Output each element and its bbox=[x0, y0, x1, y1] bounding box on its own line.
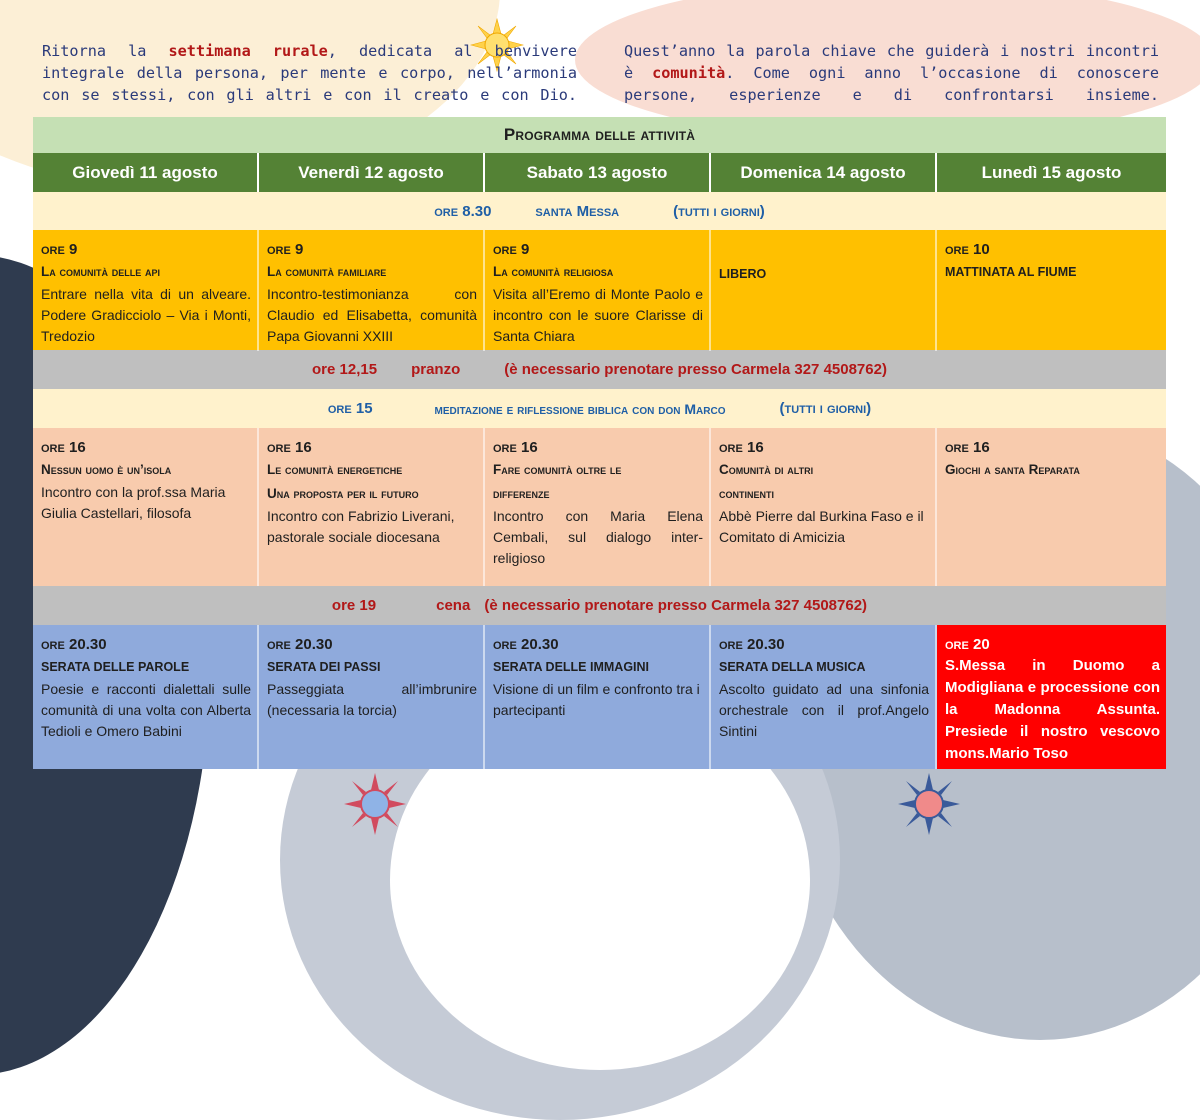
activity-cell bbox=[711, 230, 937, 351]
activity-cell bbox=[485, 428, 711, 586]
activity-time: ore 20.30 bbox=[267, 636, 333, 653]
activity-cell bbox=[33, 230, 259, 351]
sun-icon-blue bbox=[343, 772, 407, 836]
intro-right-after: . Come ogni anno l’occasione di conoscere persone, esperienze e di confrontarsi insieme. bbox=[624, 64, 1160, 104]
dinner-time: ore 19 bbox=[331, 597, 377, 614]
sun-icon-red bbox=[897, 772, 961, 836]
activity-desc: Passeggiata all’imbrunire (necessaria la torcia) bbox=[267, 681, 477, 718]
day-header: Giovedì 11 agosto bbox=[33, 153, 259, 192]
lunch-note: (è necessario prenotare presso Carmela 327 4508762) bbox=[504, 361, 887, 378]
activity-desc: Poesie e racconti dialettali sulle comunità di una volta con Alberta Tedioli e Omero Babini bbox=[41, 681, 251, 739]
activity-time: ore 16 bbox=[945, 439, 990, 456]
intro-left-paragraph bbox=[42, 40, 577, 106]
activity-cell bbox=[485, 625, 711, 769]
activity-title: Giochi a santa Reparata bbox=[945, 462, 1080, 477]
bible-note: (tutti i giorni) bbox=[779, 400, 872, 417]
intro-left-before: Ritorna la bbox=[42, 42, 169, 60]
activity-subtitle: Una proposta per il futuro bbox=[267, 486, 419, 501]
morning-row bbox=[33, 230, 1166, 350]
activity-cell bbox=[485, 230, 711, 351]
afternoon-row bbox=[33, 428, 1166, 586]
activity-time: ore 9 bbox=[41, 241, 78, 258]
activity-desc: Incontro con Maria Elena Cembali, sul dialogo inter-religioso bbox=[493, 508, 703, 566]
dinner-label: cena bbox=[436, 597, 471, 614]
activity-time: ore 16 bbox=[267, 439, 312, 456]
activity-desc: Entrare nella vita di un alveare. Podere Gradicciolo – Via i Monti, Tredozio bbox=[41, 286, 251, 344]
lunch-time: ore 12,15 bbox=[312, 361, 378, 378]
activity-title: Le comunità energetiche bbox=[267, 462, 403, 477]
evening-row bbox=[33, 625, 1166, 769]
dinner-row bbox=[33, 586, 1166, 625]
activity-desc: Visione di un film e confronto tra i partecipanti bbox=[493, 681, 700, 718]
activity-time: ore 10 bbox=[945, 241, 990, 258]
lunch-label: pranzo bbox=[411, 361, 461, 378]
intro-left-highlight: settimana rurale bbox=[168, 42, 328, 60]
activity-subtitle: differenze bbox=[493, 486, 550, 501]
activity-time: ore 16 bbox=[719, 439, 764, 456]
activity-desc: Abbè Pierre dal Burkina Faso e il Comitato di Amicizia bbox=[719, 508, 924, 545]
intro-right-paragraph bbox=[624, 40, 1159, 106]
day-header: Venerdì 12 agosto bbox=[259, 153, 485, 192]
mass-note: (tutti i giorni) bbox=[673, 202, 765, 220]
activity-title: Nessun uomo è un’isola bbox=[41, 462, 172, 477]
bible-label: meditazione e riflessione biblica con don Marco bbox=[434, 400, 726, 417]
activity-title: Comunità di altri bbox=[719, 462, 814, 477]
activity-time: ore 20.30 bbox=[493, 636, 559, 653]
activity-cell bbox=[937, 428, 1166, 586]
activity-cell bbox=[711, 428, 937, 586]
activity-cell bbox=[711, 625, 937, 769]
activity-title: MATTINATA AL FIUME bbox=[945, 265, 1077, 279]
day-header: Lunedì 15 agosto bbox=[981, 162, 1122, 182]
mass-label: santa Messa bbox=[535, 202, 620, 220]
activity-cell bbox=[259, 625, 485, 769]
activity-time: ore 16 bbox=[41, 439, 86, 456]
activity-desc: Visita all’Eremo di Monte Paolo e incontro con le suore Clarisse di Santa Chiara bbox=[493, 286, 703, 344]
dinner-note: (è necessario prenotare presso Carmela 327 4508762) bbox=[484, 597, 868, 614]
days-header-row bbox=[33, 153, 1166, 192]
activity-desc: Incontro-testimonianza con Claudio ed Elisabetta, comunità Papa Giovanni XXIII bbox=[267, 286, 477, 344]
activity-cell bbox=[259, 428, 485, 586]
activity-time: ore 16 bbox=[493, 439, 538, 456]
mass-row bbox=[33, 192, 1166, 230]
activity-desc: S.Messa in Duomo a Modigliana e processione con la Madonna Assunta. Presiede il nostro vescovo mons.Mario Toso bbox=[945, 657, 1160, 762]
activity-title: Fare comunità oltre le bbox=[493, 462, 622, 477]
intro-right-highlight: comunità bbox=[652, 64, 726, 82]
mass-time: ore 8.30 bbox=[434, 202, 492, 220]
intro-left-after: , dedicata al benvivere integrale della persona, per mente e corpo, nell’armonia con se stessi, con gli altri e con il creato e con Dio. bbox=[42, 42, 577, 104]
schedule-title-row bbox=[33, 117, 1166, 153]
activity-time bbox=[719, 240, 929, 262]
activity-time: ore 20.30 bbox=[41, 636, 107, 653]
schedule-title: Programma delle attività bbox=[503, 125, 696, 144]
activity-cell-highlight bbox=[937, 625, 1166, 769]
activity-title: SERATA DELLE IMMAGINI bbox=[493, 660, 650, 674]
bible-time: ore 15 bbox=[327, 400, 373, 417]
activity-title: La comunità familiare bbox=[267, 264, 387, 279]
activity-desc: Ascolto guidato ad una sinfonia orchestrale con il prof.Angelo Sintini bbox=[719, 681, 929, 739]
activity-desc: Incontro con la prof.ssa Maria Giulia Castellari, filosofa bbox=[41, 484, 226, 521]
activity-cell bbox=[33, 428, 259, 586]
bible-row bbox=[33, 389, 1166, 428]
activity-title: LIBERO bbox=[719, 267, 767, 281]
activity-cell bbox=[937, 230, 1166, 351]
activity-time: ore 20 bbox=[945, 636, 990, 653]
activity-time: ore 20.30 bbox=[719, 636, 785, 653]
activity-title: SERATA DEI PASSI bbox=[267, 660, 381, 674]
activity-title: La comunità delle api bbox=[41, 264, 160, 279]
activity-title: SERATA DELLE PAROLE bbox=[41, 660, 190, 674]
activity-title: SERATA DELLA MUSICA bbox=[719, 660, 866, 674]
activity-subtitle: continenti bbox=[719, 486, 774, 501]
day-header: Sabato 13 agosto bbox=[485, 153, 711, 192]
day-header: Domenica 14 agosto bbox=[711, 153, 937, 192]
activity-cell bbox=[33, 625, 259, 769]
activity-time: ore 9 bbox=[493, 241, 530, 258]
activity-time: ore 9 bbox=[267, 241, 304, 258]
activity-cell bbox=[259, 230, 485, 351]
activity-desc: Incontro con Fabrizio Liverani, pastorale sociale diocesana bbox=[267, 508, 455, 545]
lunch-row bbox=[33, 350, 1166, 389]
schedule-table bbox=[33, 117, 1166, 769]
activity-title: La comunità religiosa bbox=[493, 264, 614, 279]
intro-right-before: Quest’anno la parola chiave che guiderà i nostri incontri è bbox=[624, 42, 1159, 82]
